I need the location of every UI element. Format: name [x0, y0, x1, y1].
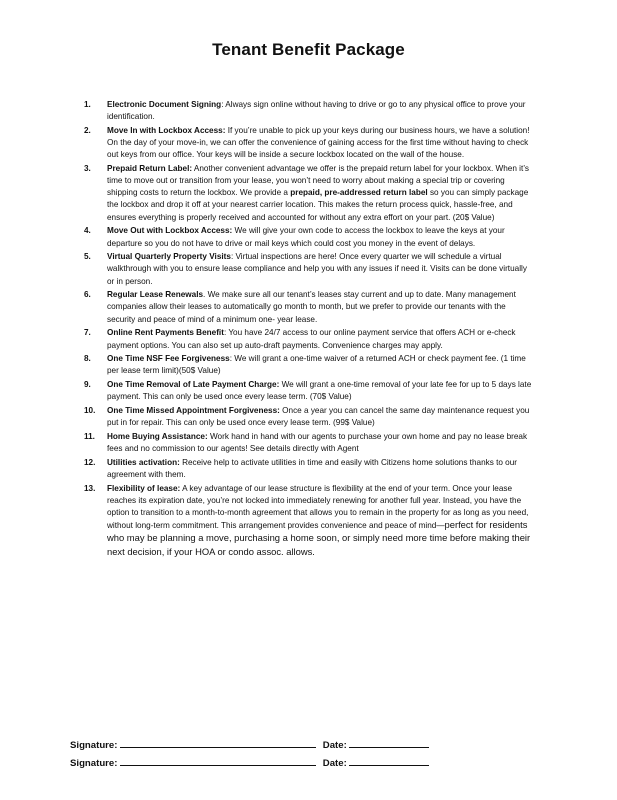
item-number: 9. [84, 380, 91, 390]
item-text: so you can simply package the lockbox and drop it off at your nearest carrier location. This makes the return process quick, hassle-free, and ensures everything is properly received and accounted for without any extra effort on your part. (20$ Value) [107, 188, 529, 222]
item-number: 11. [84, 432, 95, 441]
list-item [84, 251, 532, 287]
item-heading: Prepaid Return Label: [107, 163, 193, 173]
list-item [84, 99, 532, 123]
item-heading: Move In with Lockbox Access: [107, 125, 226, 135]
item-text: Another convenient advantage we offer is the prepaid return label for your lockbox. When it’s time to move out or transition from your lease, you won’t need to worry about making a special trip or covering shipping costs to return the lockbox. We provide a [107, 163, 530, 198]
item-text: We will give your own code to access the lockbox to leave the keys at your departure so you do not have to drive or mail keys which could cost you money in the event of delays. [107, 226, 505, 248]
benefit-list [84, 99, 532, 560]
item-number: 4. [84, 226, 91, 236]
item-heading: One Time Missed Appointment Forgiveness: [107, 406, 280, 416]
signature-field[interactable] [120, 747, 316, 748]
item-heading: Virtual Quarterly Property Visits [107, 252, 231, 262]
list-item [84, 457, 532, 481]
date-label: Date: [322, 758, 347, 769]
list-item [84, 483, 532, 559]
item-text: : Always sign online without having to drive or go to any physical office to prove your identification. [107, 100, 526, 122]
item-text: Once a year you can cancel the same day maintenance request you put in for repair. This can only be used once every lease term. (99$ Value) [107, 406, 530, 428]
document-title: Tenant Benefit Package [212, 40, 405, 59]
item-heading: Utilities activation: [107, 457, 180, 467]
item-text: Work hand in hand with our agents to purchase your own home and pay no lease break fees and no commission to our agents! See details directly with Agent [107, 432, 528, 454]
item-bold-text: prepaid, pre-addressed return label [290, 188, 428, 198]
item-number: 10. [84, 406, 96, 416]
item-number: 7. [84, 328, 91, 338]
list-item [84, 379, 532, 403]
date-field[interactable] [349, 765, 429, 766]
item-text: We will grant a one-time removal of your late fee for up to 5 days late payment. This can only be used once every lease term. (70$ Value) [107, 380, 532, 402]
item-text: : Virtual inspections are here! Once every quarter we will schedule a virtual walkthrough with you to ensure lease compliance and help you with any issues if need it. Visits can be done virtually or in person. [107, 252, 527, 286]
item-number: 8. [84, 354, 91, 364]
item-number: 12. [84, 457, 96, 467]
list-item [84, 225, 532, 249]
item-heading: Regular Lease Renewals [107, 290, 204, 300]
list-item [84, 353, 532, 377]
item-text: Receive help to activate utilities in time and easily with Citizens home solutions thanks to our agreement with them. [107, 457, 518, 480]
signature-field[interactable] [120, 765, 316, 766]
item-text: A key advantage of our lease structure is flexibility at the end of your term. Once your lease reaches its expiration date, you’re not locked into immediately renewing for another full year. Instead, you have the option to transition to a month-to-month agreement that allows you to remain in the property for as long as you need, without long-term commitment. This arrangement provides convenience and peace of mind— [107, 483, 529, 531]
list-item [84, 125, 532, 161]
item-heading: Electronic Document Signing [107, 100, 222, 109]
item-text: . We make sure all our tenant’s leases stay current and up to date. Many management companies allow their leases to automatically go month to month, but we prefer to provide our tenants with the security and peace of mind of a minimum one- year lease. [107, 290, 516, 324]
signature-label: Signature: [70, 758, 118, 769]
date-field[interactable] [349, 747, 429, 748]
item-number: 13. [84, 483, 96, 493]
item-text: : We will grant a one-time waiver of a returned ACH or check payment fee. (1 time per lease term limit)(50$ Value) [107, 354, 526, 376]
item-heading: Move Out with Lockbox Access: [107, 226, 233, 236]
list-item [84, 327, 532, 351]
item-heading: One Time Removal of Late Payment Charge: [107, 380, 280, 390]
date-label: Date: [322, 740, 347, 751]
item-number: 2. [84, 125, 91, 135]
item-heading: Flexibility of lease: [107, 483, 181, 493]
list-item [84, 163, 532, 224]
item-text: : You have 24/7 access to our online payment service that offers ACH or e-check payment options. You can also set up auto-draft payments. Convenience charges may apply. [107, 328, 516, 350]
item-number: 1. [84, 100, 91, 109]
item-number: 5. [84, 252, 91, 262]
signature-line [70, 758, 429, 769]
item-heading: One Time NSF Fee Forgiveness [107, 354, 230, 364]
signature-line [70, 740, 429, 751]
list-item [84, 289, 532, 325]
item-number: 6. [84, 290, 91, 300]
signature-label: Signature: [70, 740, 118, 751]
item-heading: Home Buying Assistance: [107, 432, 208, 441]
item-text-large: perfect for residents who may be planning a move, purchasing a home soon, or simply need more time before making their next decision, if your HOA or condo assoc. allows. [107, 519, 531, 557]
item-number: 3. [84, 163, 91, 173]
item-heading: Online Rent Payments Benefit [107, 328, 224, 338]
list-item [84, 405, 532, 429]
item-text: If you’re unable to pick up your keys during our business hours, we have a solution! On the day of your move-in, we can offer the convenience of gaining access for the first time without having to check out keys from our office. Your keys will be inside a secure lockbox located on the wall of the house. [107, 125, 530, 160]
list-item [84, 431, 532, 455]
